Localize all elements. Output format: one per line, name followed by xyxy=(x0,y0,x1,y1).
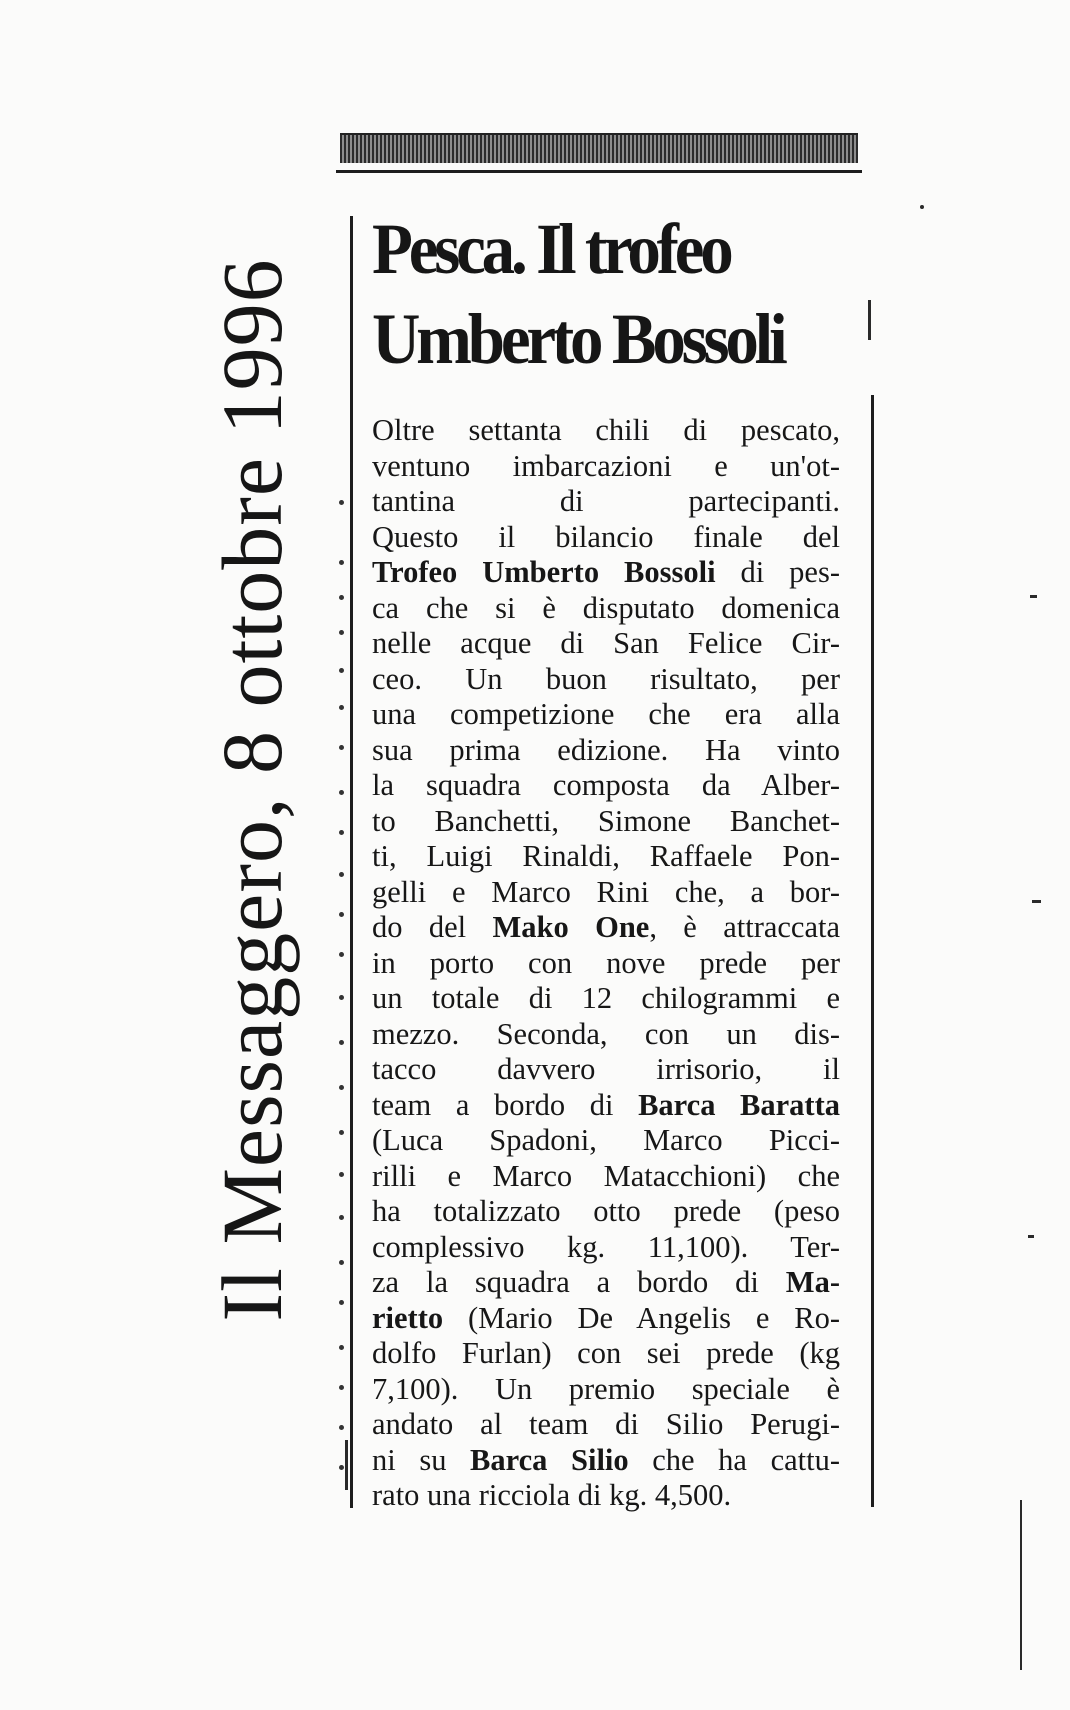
article-text: gelli e Marco Rini che, a bor- xyxy=(372,874,840,909)
article-text: ceo. Un buon risultato, per xyxy=(372,661,840,696)
article-text: rato una ricciola di kg. 4,500. xyxy=(372,1478,732,1512)
article-text: mezzo. Seconda, con un dis- xyxy=(372,1016,840,1051)
article-text: andato al team di Silio Perugi- xyxy=(372,1407,840,1441)
article-body-line xyxy=(372,1194,840,1230)
article-text: Questo il bilancio finale del xyxy=(372,519,840,554)
article-text: (Mario De Angelis e Ro- xyxy=(443,1300,840,1335)
source-caption: Il Messaggero, 8 ottobre 1996 xyxy=(204,258,300,1322)
column-rule-left xyxy=(350,216,353,1508)
article-body-line xyxy=(372,1088,840,1124)
scan-mark xyxy=(1020,1500,1022,1670)
article-body-line xyxy=(372,520,840,556)
article-body-line xyxy=(372,1372,840,1408)
scan-mark xyxy=(345,1440,348,1490)
article-body-line xyxy=(372,839,840,875)
article-text: una competizione che era alla xyxy=(372,697,840,731)
article-text: team a bordo di xyxy=(372,1087,639,1122)
article-text: ca che si è disputato domenica xyxy=(372,590,840,625)
article-text: nelle acque di San Felice Cir- xyxy=(372,626,840,660)
article-text: che ha cattu- xyxy=(628,1442,840,1477)
article-text: (Luca Spadoni, Marco Picci- xyxy=(372,1123,840,1157)
article-body-line xyxy=(372,449,840,485)
article-text: tacco davvero irrisorio, il xyxy=(372,1052,840,1086)
scan-mark xyxy=(1030,595,1037,598)
article-bold-text: rietto xyxy=(372,1300,444,1335)
article-body-line xyxy=(372,591,840,627)
article-text: in porto con nove prede per xyxy=(372,945,840,980)
article-text: complessivo kg. 11,100). Ter- xyxy=(372,1229,840,1264)
article-bold-text: Barca Silio xyxy=(470,1442,629,1477)
article-body-line xyxy=(372,1443,840,1479)
article-body-line xyxy=(372,1336,840,1372)
article-text: rilli e Marco Matacchioni) che xyxy=(372,1158,840,1193)
article-text: sua prima edizione. Ha vinto xyxy=(372,732,840,767)
article-body-line xyxy=(372,1478,840,1514)
article-bold-text: Mako One xyxy=(492,910,650,944)
article-text: ventuno imbarcazioni e un'ot- xyxy=(372,448,840,483)
article-body-line xyxy=(372,768,840,804)
article-text: di pes- xyxy=(715,555,840,589)
article-text: dolfo Furlan) con sei prede (kg xyxy=(372,1336,840,1370)
scan-mark xyxy=(1028,1235,1034,1238)
article-body-line xyxy=(372,1407,840,1443)
article-body-line xyxy=(372,946,840,982)
article-text: ha totalizzato otto prede (peso xyxy=(372,1194,840,1228)
article-body-line xyxy=(372,697,840,733)
top-rule xyxy=(336,170,862,173)
article-body-line xyxy=(372,413,840,449)
article-text: ni su xyxy=(372,1442,471,1477)
article-body-line xyxy=(372,484,840,520)
article-body-line xyxy=(372,626,840,662)
article-text: 7,100). Un premio speciale è xyxy=(372,1371,840,1406)
dotted-cut-line xyxy=(336,500,348,1500)
article-body-line xyxy=(372,1017,840,1053)
scan-mark xyxy=(868,300,871,340)
article-text: za la squadra a bordo di xyxy=(372,1265,786,1299)
article-bold-text: Ma- xyxy=(785,1265,840,1299)
article-body-line xyxy=(372,1265,840,1301)
article-text: to Banchetti, Simone Banchet- xyxy=(372,803,840,838)
article-body-line xyxy=(372,733,840,769)
article-body-line xyxy=(372,1123,840,1159)
article-text: Oltre settanta chili di pescato, xyxy=(372,413,840,447)
masthead-band xyxy=(340,133,858,163)
article-body-line xyxy=(372,662,840,698)
column-rule-right xyxy=(871,395,874,1507)
article-bold-text: Barca Baratta xyxy=(638,1087,840,1122)
article-body xyxy=(372,413,840,1514)
article-text: , è attraccata xyxy=(649,910,841,944)
article-text: un totale di 12 chilogrammi e xyxy=(372,981,840,1015)
article-text: ti, Luigi Rinaldi, Raffaele Pon- xyxy=(372,839,840,873)
article-body-line xyxy=(372,1230,840,1266)
scan-mark xyxy=(920,205,924,209)
article-bold-text: Trofeo Umberto Bossoli xyxy=(372,555,716,589)
scan-mark xyxy=(1032,900,1041,903)
article-text: la squadra composta da Alber- xyxy=(372,768,840,802)
article-body-line xyxy=(372,1301,840,1337)
article-body-line xyxy=(372,910,840,946)
article-headline xyxy=(372,204,828,384)
article-body-line xyxy=(372,1159,840,1195)
headline-line-2: Umberto Bossoli xyxy=(372,299,784,379)
article-body-line xyxy=(372,1052,840,1088)
article-body-line xyxy=(372,875,840,911)
article-body-line xyxy=(372,804,840,840)
article-text: tantina di partecipanti. xyxy=(372,484,840,518)
article-body-line xyxy=(372,555,840,591)
article-body-line xyxy=(372,981,840,1017)
headline-line-1: Pesca. Il trofeo xyxy=(372,209,730,289)
article-text: do del xyxy=(372,910,493,944)
